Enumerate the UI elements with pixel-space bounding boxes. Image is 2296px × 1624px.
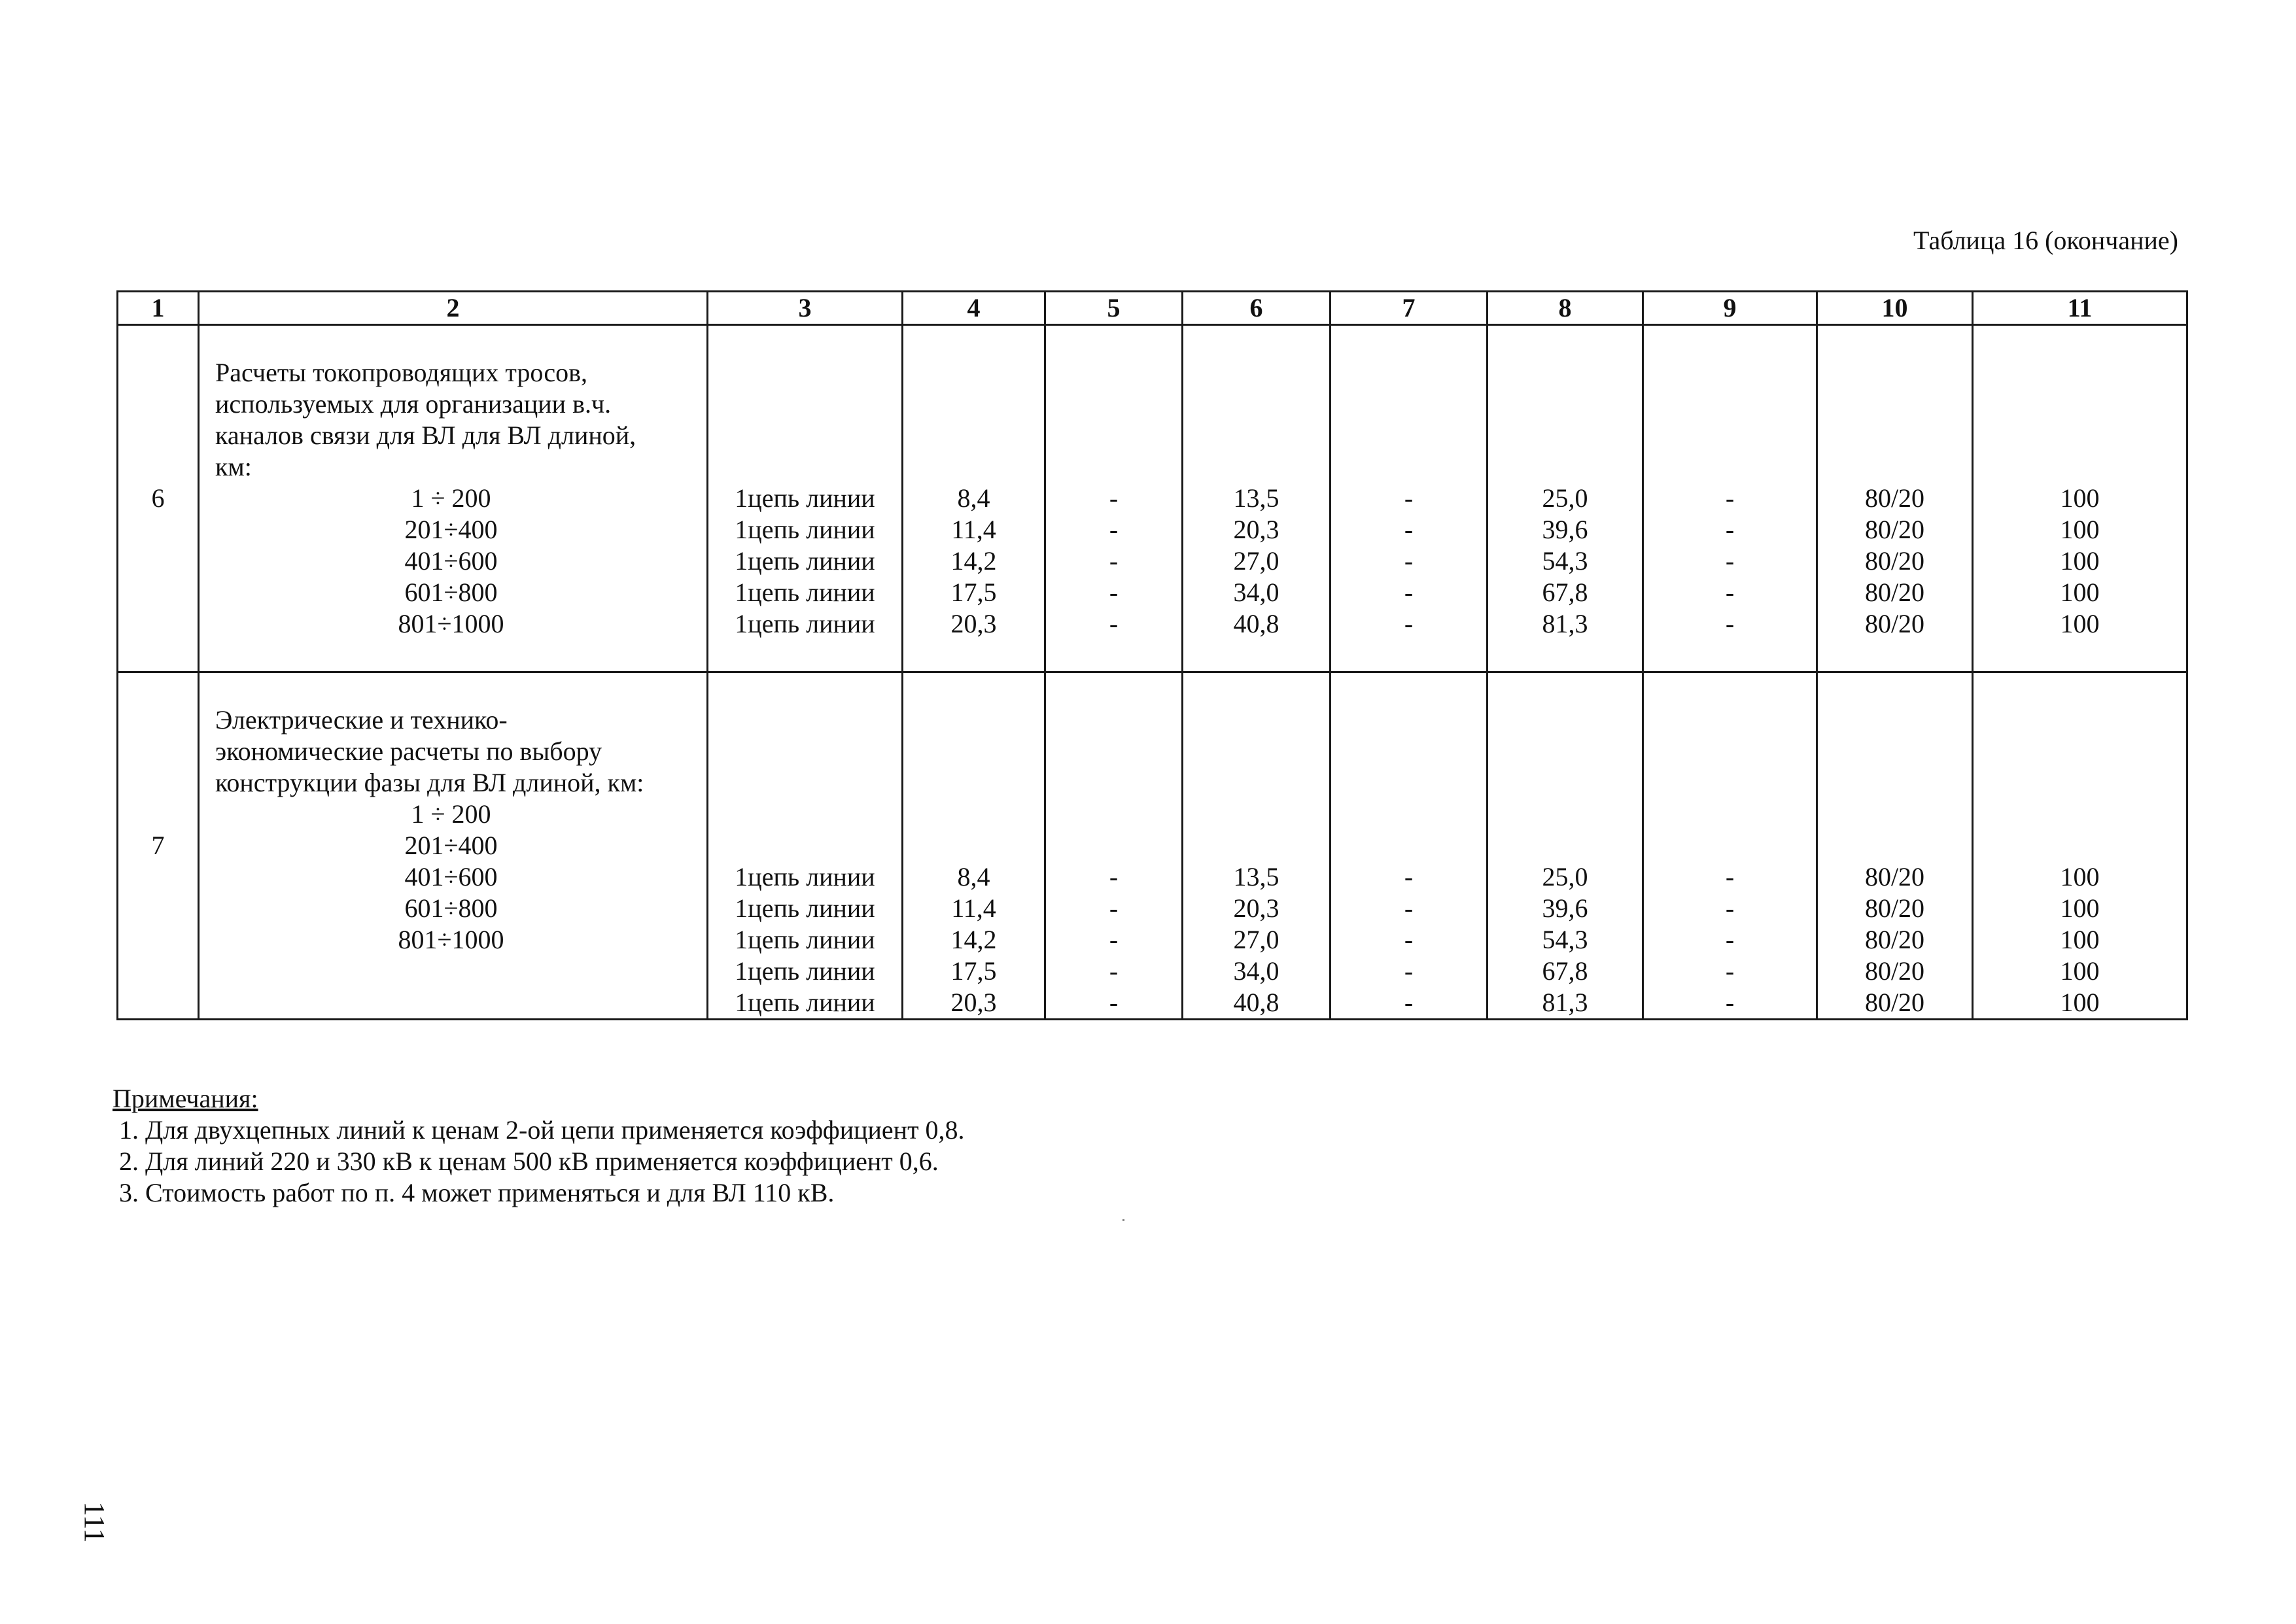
- value-9: -: [1725, 578, 1735, 607]
- value-8: 81,3: [1542, 609, 1588, 638]
- value-11: 100: [2060, 956, 2100, 986]
- value-4: 11,4: [951, 515, 996, 544]
- header-cell: 11: [1973, 292, 2187, 325]
- value-9-cell: [1643, 672, 1817, 1020]
- value-6-cell: [1183, 672, 1331, 1020]
- description-line: конструкции фазы для ВЛ длиной, км:: [215, 768, 644, 797]
- value-8: 39,6: [1542, 515, 1588, 544]
- value-11-cell: [1973, 672, 2187, 1020]
- value-10: 80/20: [1864, 893, 1925, 923]
- value-10-cell: [1817, 325, 1973, 672]
- circuit: 1цепь линии: [735, 483, 875, 513]
- value-9: -: [1725, 862, 1735, 891]
- value-8: 25,0: [1542, 483, 1588, 513]
- value-5: -: [1109, 988, 1119, 1017]
- header-cell: 3: [708, 292, 903, 325]
- notes-title: Примечания:: [113, 1084, 258, 1113]
- value-7: -: [1404, 893, 1414, 923]
- value-7-cell: [1331, 325, 1487, 672]
- value-10: 80/20: [1864, 956, 1925, 986]
- table-row: [118, 672, 2187, 1020]
- length-range: 1 ÷ 200: [411, 483, 491, 513]
- header-cell: 4: [903, 292, 1045, 325]
- value-7: -: [1404, 862, 1414, 891]
- circuit: 1цепь линии: [735, 956, 875, 986]
- header-cell: 6: [1183, 292, 1331, 325]
- price-table: [116, 290, 2188, 1020]
- value-4: 14,2: [950, 546, 997, 576]
- value-6-cell: [1183, 325, 1331, 672]
- length-range: 1 ÷ 200: [411, 799, 491, 829]
- table-row: [118, 325, 2187, 672]
- description-line: км:: [215, 452, 252, 481]
- value-10: 80/20: [1864, 988, 1925, 1017]
- value-9: -: [1725, 956, 1735, 986]
- value-7: -: [1404, 578, 1414, 607]
- row-number-cell: [118, 325, 199, 672]
- circuit: 1цепь линии: [735, 578, 875, 607]
- value-8-cell: [1487, 325, 1643, 672]
- value-9: -: [1725, 893, 1735, 923]
- value-7: -: [1404, 988, 1414, 1017]
- length-range: 201÷400: [404, 831, 498, 860]
- value-8: 25,0: [1542, 862, 1588, 891]
- value-9: -: [1725, 609, 1735, 638]
- description-line: каналов связи для ВЛ для ВЛ длиной,: [215, 421, 636, 450]
- value-6: 40,8: [1233, 988, 1279, 1017]
- circuit: 1цепь линии: [735, 515, 875, 544]
- header-cell: 1: [118, 292, 199, 325]
- value-5: -: [1109, 515, 1119, 544]
- row-number: 7: [151, 831, 165, 860]
- header-cell: 7: [1331, 292, 1487, 325]
- value-5: -: [1109, 862, 1119, 891]
- value-11: 100: [2060, 546, 2100, 576]
- value-4: 11,4: [951, 893, 996, 923]
- value-6: 27,0: [1233, 546, 1279, 576]
- description-cell: [199, 325, 708, 672]
- value-11: 100: [2060, 483, 2100, 513]
- value-5: -: [1109, 578, 1119, 607]
- value-4: 14,2: [950, 925, 997, 954]
- value-7: -: [1404, 515, 1414, 544]
- description-line: Расчеты токопроводящих тросов,: [215, 358, 587, 387]
- value-7: -: [1404, 956, 1414, 986]
- circuit: 1цепь линии: [735, 988, 875, 1017]
- description-line: экономические расчеты по выбору: [215, 736, 602, 766]
- circuit: 1цепь линии: [735, 862, 875, 891]
- length-range: 401÷600: [404, 546, 498, 576]
- value-4: 17,5: [950, 956, 997, 986]
- circuit: 1цепь линии: [735, 925, 875, 954]
- value-4: 20,3: [950, 609, 997, 638]
- value-10-cell: [1817, 672, 1973, 1020]
- value-9-cell: [1643, 325, 1817, 672]
- page-number: 111: [78, 1502, 111, 1543]
- value-9: -: [1725, 925, 1735, 954]
- value-8: 81,3: [1542, 988, 1588, 1017]
- value-4: 8,4: [957, 483, 990, 513]
- value-11: 100: [2060, 925, 2100, 954]
- description-line: используемых для организации в.ч.: [215, 389, 612, 419]
- value-5: -: [1109, 893, 1119, 923]
- circuit-cell: [708, 325, 903, 672]
- value-11-cell: [1973, 325, 2187, 672]
- length-range: 401÷600: [404, 862, 498, 891]
- length-range: 601÷800: [404, 893, 498, 923]
- value-11: 100: [2060, 893, 2100, 923]
- value-10: 80/20: [1864, 546, 1925, 576]
- value-10: 80/20: [1864, 925, 1925, 954]
- value-11: 100: [2060, 862, 2100, 891]
- circuit: 1цепь линии: [735, 546, 875, 576]
- header-cell: 2: [199, 292, 708, 325]
- value-9: -: [1725, 515, 1735, 544]
- value-5-cell: [1045, 325, 1183, 672]
- value-10: 80/20: [1864, 515, 1925, 544]
- value-4: 8,4: [957, 862, 990, 891]
- value-6: 13,5: [1233, 862, 1279, 891]
- header-cell: 5: [1045, 292, 1183, 325]
- value-8: 54,3: [1542, 546, 1588, 576]
- description-cell: [199, 672, 708, 1020]
- notes-block: [113, 1083, 965, 1209]
- value-11: 100: [2060, 609, 2100, 638]
- value-10: 80/20: [1864, 862, 1925, 891]
- value-5-cell: [1045, 672, 1183, 1020]
- value-9: -: [1725, 546, 1735, 576]
- circuit: 1цепь линии: [735, 893, 875, 923]
- value-6: 13,5: [1233, 483, 1279, 513]
- header-cell: 8: [1487, 292, 1643, 325]
- description-line: Электрические и технико-: [215, 705, 508, 734]
- value-7: -: [1404, 609, 1414, 638]
- table-caption: Таблица 16 (окончание): [1913, 226, 2178, 255]
- value-11: 100: [2060, 988, 2100, 1017]
- header-cell: 9: [1643, 292, 1817, 325]
- value-7: -: [1404, 925, 1414, 954]
- circuit: 1цепь линии: [735, 609, 875, 638]
- row-number-cell: [118, 672, 199, 1020]
- value-5: -: [1109, 925, 1119, 954]
- length-range: 601÷800: [404, 578, 498, 607]
- length-range: 801÷1000: [398, 609, 504, 638]
- value-6: 34,0: [1233, 578, 1279, 607]
- value-10: 80/20: [1864, 578, 1925, 607]
- value-4: 20,3: [950, 988, 997, 1017]
- value-7: -: [1404, 483, 1414, 513]
- value-7: -: [1404, 546, 1414, 576]
- header-cell: 10: [1817, 292, 1973, 325]
- value-4-cell: [903, 672, 1045, 1020]
- row-number: 6: [151, 483, 165, 513]
- value-8: 67,8: [1542, 956, 1588, 986]
- value-9: -: [1725, 483, 1735, 513]
- value-6: 34,0: [1233, 956, 1279, 986]
- table-header-row: [118, 292, 2187, 325]
- note-item: 2. Для линий 220 и 330 кВ к ценам 500 кВ применяется коэффициент 0,6.: [119, 1147, 939, 1176]
- value-7-cell: [1331, 672, 1487, 1020]
- value-5: -: [1109, 546, 1119, 576]
- value-11: 100: [2060, 515, 2100, 544]
- value-4-cell: [903, 325, 1045, 672]
- value-4: 17,5: [950, 578, 997, 607]
- value-8: 67,8: [1542, 578, 1588, 607]
- value-6: 40,8: [1233, 609, 1279, 638]
- length-range: 801÷1000: [398, 925, 504, 954]
- value-9: -: [1725, 988, 1735, 1017]
- value-11: 100: [2060, 578, 2100, 607]
- value-6: 20,3: [1233, 893, 1279, 923]
- length-range: 201÷400: [404, 515, 498, 544]
- value-5: -: [1109, 609, 1119, 638]
- value-5: -: [1109, 483, 1119, 513]
- value-8: 39,6: [1542, 893, 1588, 923]
- value-10: 80/20: [1864, 483, 1925, 513]
- circuit-cell: [708, 672, 903, 1020]
- scan-speck: [1122, 1219, 1124, 1221]
- note-item: 3. Стоимость работ по п. 4 может применяться и для ВЛ 110 кВ.: [119, 1178, 835, 1207]
- value-5: -: [1109, 956, 1119, 986]
- value-10: 80/20: [1864, 609, 1925, 638]
- note-item: 1. Для двухцепных линий к ценам 2-ой цепи применяется коэффициент 0,8.: [119, 1115, 965, 1145]
- value-8: 54,3: [1542, 925, 1588, 954]
- value-6: 27,0: [1233, 925, 1279, 954]
- value-6: 20,3: [1233, 515, 1279, 544]
- value-8-cell: [1487, 672, 1643, 1020]
